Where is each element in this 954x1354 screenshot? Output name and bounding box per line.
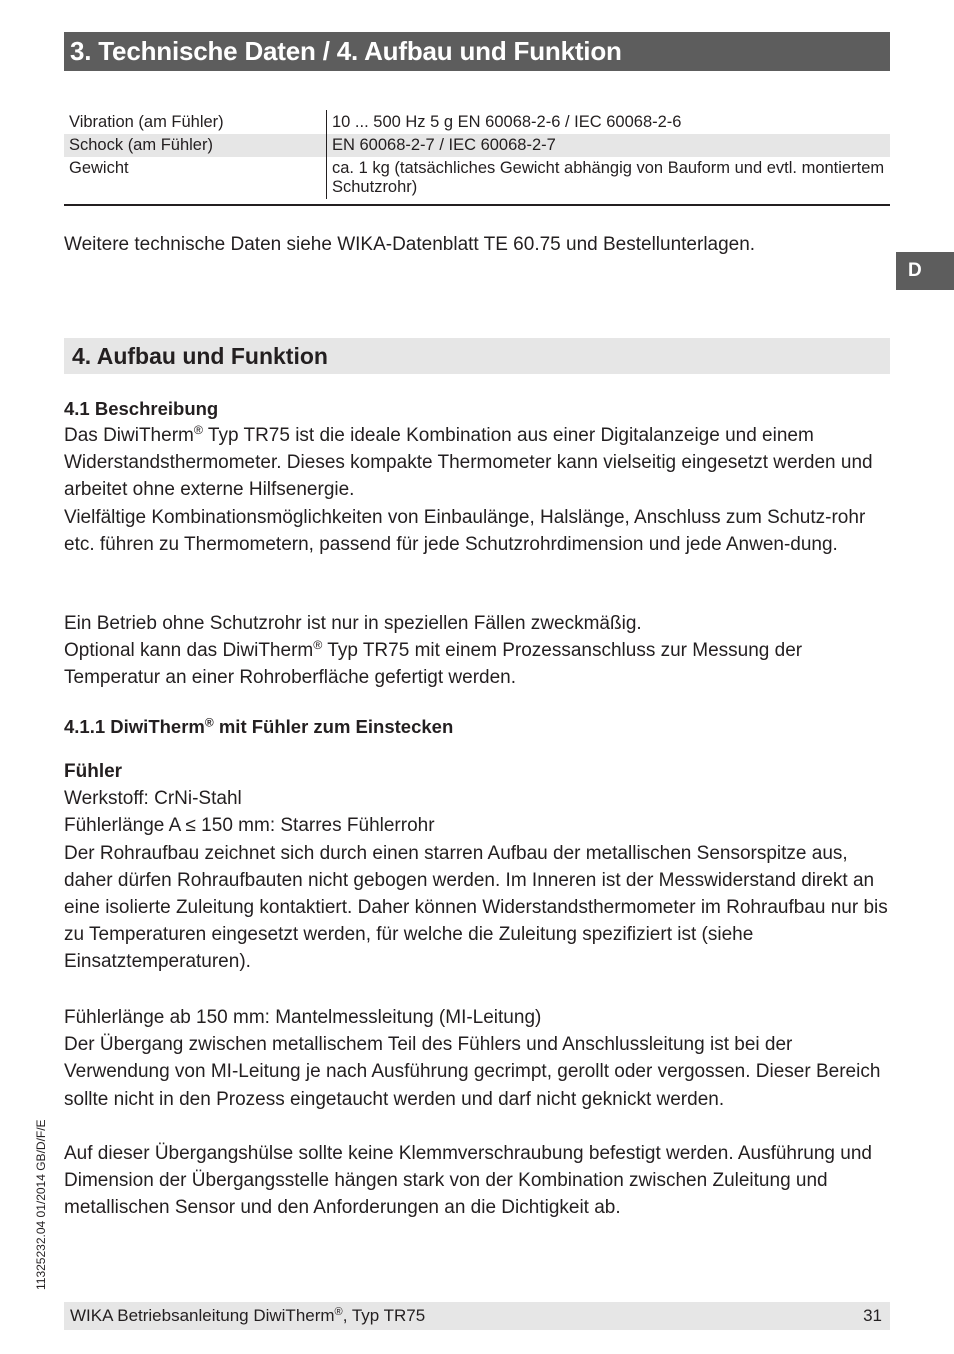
sensor-heading: Fühler: [64, 761, 123, 782]
table-row: [64, 157, 890, 199]
mi-cable-paragraph: Fühlerlänge ab 150 mm: Mantelmessleitung (MI-Leitung) Der Übergang zwischen metallischem Teil des Fühlers und Anschlussleitung ist bei der Verwendung von MI-Leitung je nach Ausführung gecrimpt, gerollt oder vergossen. Dieser Bereich sollte nicht in den Prozess eingetaucht werden und darf nicht geknickt werden.: [64, 1007, 881, 1110]
tube-construction-text: Der Rohraufbau zeichnet sich durch einen starren Aufbau der metallischen Sensorspitze aus, daher dürfen Rohraufbauten nicht gebogen werden. Im Inneren ist der Messwiderstand direkt an eine isolierte Zuleitung kontaktiert. Daher können Widerstandsthermometer im Rohraufbau nur bis zu Temperaturen eingesetzt werden, für welche die Zuleitung spezifiziert ist (siehe Einsatztemperaturen).: [64, 842, 888, 973]
combination-paragraph: Vielfältige Kombinationsmöglichkeiten von Einbaulänge, Halslänge, Anschluss zum Schutz-rohr etc. führen zu Thermometern, passend für jede Schutzrohrdimension und jede Anwen-dung.: [64, 506, 866, 555]
sensor-paragraph: [64, 758, 894, 976]
spec-label: Gewicht: [64, 157, 327, 199]
spec-label: Schock (am Fühler): [64, 134, 327, 157]
registered-mark: ®: [193, 423, 203, 438]
subsubsection-heading: 4.1.1 DiwiTherm® mit Fühler zum Einstecken: [64, 715, 454, 737]
operation-paragraph: Ein Betrieb ohne Schutzrohr ist nur in speziellen Fällen zweckmäßig. Optional kann das DiwiTherm® Typ TR75 mit einem Prozessanschluss zur Messung der Temperatur an einer Rohroberfläche gefertigt werden.: [64, 613, 803, 689]
table-row: [64, 134, 890, 157]
table-bottom-rule: [64, 204, 890, 206]
registered-mark: ®: [313, 638, 323, 653]
transition-paragraph: Auf dieser Übergangshülse sollte keine Klemmverschraubung befestigt werden. Ausführung und Dimension der Übergangsstelle hängen stark von der Kombination zwischen Zuleitung und metallischen Sensor und den Anforderungen an die Dichtigkeit ab.: [64, 1143, 872, 1219]
spec-value: ca. 1 kg (tatsächliches Gewicht abhängig von Bauform und evtl. montiertem Schutzrohr): [332, 159, 885, 196]
short-probe-line: Fühlerlänge A ≤ 150 mm: Starres Fühlerrohr: [64, 815, 435, 837]
section-heading: 4. Aufbau und Funktion: [64, 338, 890, 374]
material-line: Werkstoff: CrNi-Stahl: [64, 788, 242, 810]
spec-value: EN 60068-2-7 / IEC 60068-2-7: [327, 134, 891, 157]
registered-mark: ®: [334, 1305, 343, 1318]
spec-value: 10 ... 500 Hz 5 g EN 60068-2-6 / IEC 60068-2-6: [332, 113, 682, 131]
footer-title: WIKA Betriebsanleitung DiwiTherm®, Typ TR75: [70, 1305, 426, 1325]
spec-label: Vibration (am Fühler): [64, 110, 327, 134]
subsection-heading: 4.1 Beschreibung: [64, 398, 219, 419]
page-number: 31: [863, 1306, 882, 1325]
table-row: [64, 110, 890, 134]
description-paragraph: Das DiwiTherm® Typ TR75 ist die ideale Kombination aus einer Digitalanzeige und einem Widerstandsthermometer. Dieses kompakte Thermometer kann vielseitig eingesetzt werden und arbeitet ohne externe Hilfsenergie. Vielfältige Kombinationsmöglichkeiten von Einbaulänge, Halslänge, Anschluss zum Schutz-rohr etc. führen zu Thermometern, passend für jede Schutzrohrdimension und jede Anwen-dung.: [64, 423, 873, 555]
footer: [64, 1302, 890, 1330]
long-probe-line: Fühlerlänge ab 150 mm: Mantelmessleitung (MI-Leitung): [64, 1007, 542, 1028]
registered-mark: ®: [204, 715, 214, 730]
language-tab: D: [896, 252, 954, 290]
spec-table: [64, 110, 890, 199]
further-data-note: Weitere technische Daten siehe WIKA-Datenblatt TE 60.75 und Bestellunterlagen.: [64, 234, 756, 255]
page-title: 3. Technische Daten / 4. Aufbau und Funktion: [64, 32, 890, 71]
document-code: 11325232.04 01/2014 GB/D/F/E: [34, 1119, 48, 1290]
